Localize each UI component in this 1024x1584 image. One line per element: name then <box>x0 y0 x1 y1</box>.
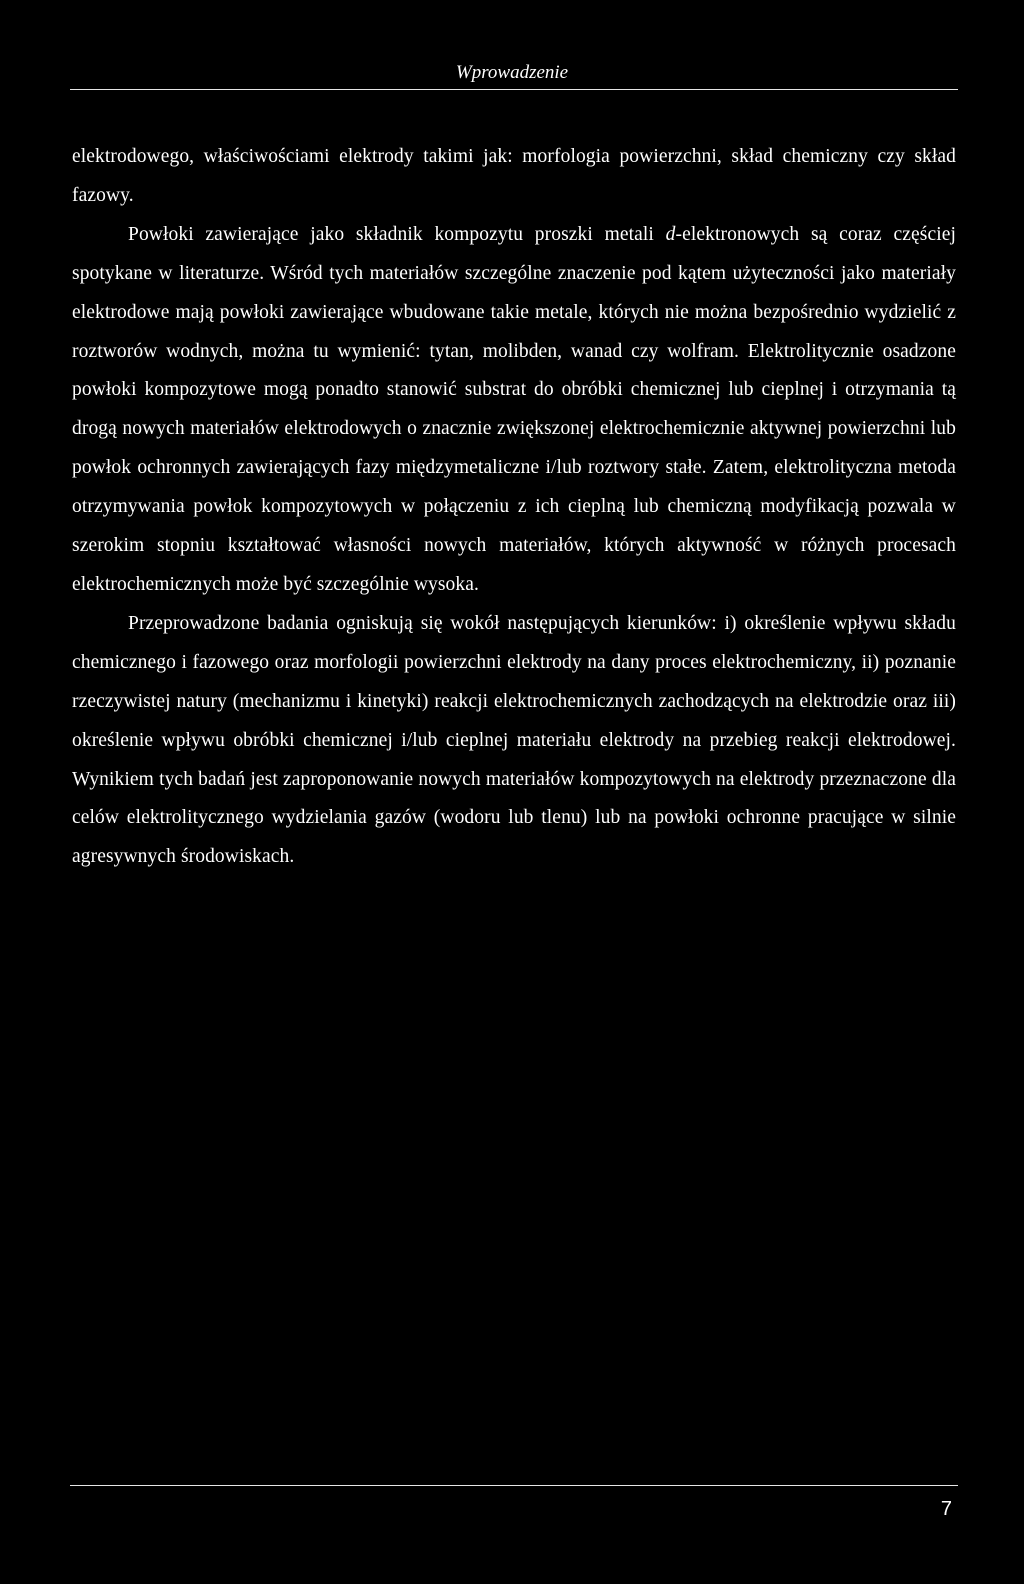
page-number: 7 <box>940 1498 952 1520</box>
paragraph-2-italic-d: d <box>665 223 676 245</box>
paragraph-2 <box>72 216 956 605</box>
paragraph-3: Przeprowadzone badania ogniskują się wokół następujących kierunków: i) określenie wpływu składu chemicznego i fazowego oraz morfologii powierzchni elektrody na dany proces elektrochemiczny, ii) poznanie rzeczywistej natury (mechanizmu i kinetyki) reakcji elektrochemicznych zachodzących na elektrodzie oraz iii) określenie wpływu obróbki chemicznej i/lub cieplnej materiału elektrody na przebieg reakcji elektrodowej. Wynikiem tych badań jest zaproponowanie nowych materiałów kompozytowych na elektrody przeznaczone dla celów elektrolitycznego wydzielania gazów (wodoru lub tlenu) lub na powłoki ochronne pracujące w silnie agresywnych środowiskach. <box>72 612 956 868</box>
running-header-title: Wprowadzenie <box>455 62 569 83</box>
header-divider <box>70 89 958 90</box>
main-text <box>72 138 956 877</box>
footer-divider <box>70 1485 958 1486</box>
paragraph-2-start: Powłoki zawierające jako składnik kompozytu proszki metali <box>128 223 666 245</box>
paragraph-1: elektrodowego, właściwościami elektrody takimi jak: morfologia powierzchni, skład chemiczny czy skład fazowy. <box>72 146 956 206</box>
paragraph-2-rest: -elektronowych są coraz częściej spotykane w literaturze. Wśród tych materiałów szczególne znaczenie pod kątem użyteczności jako materiały elektrodowe mają powłoki zawierające wbudowane takie metale, których nie można bezpośrednio wydzielić z roztworów wodnych, można tu wymienić: tytan, molibden, wanad czy wolfram. Elektrolitycznie osadzone powłoki kompozytowe mogą ponadto stanowić substrat do obróbki chemicznej lub cieplnej i otrzymania tą drogą nowych materiałów elektrodowych o znacznie zwiększonej elektrochemicznie aktywnej powierzchni lub powłok ochronnych zawierających fazy międzymetaliczne i/lub roztwory stałe. Zatem, elektrolityczna metoda otrzymywania powłok kompozytowych w połączeniu z ich cieplną lub chemiczną modyfikacją pozwala w szerokim stopniu kształtować własności nowych materiałów, których aktywność w różnych procesach elektrochemicznych może być szczególnie wysoka. <box>72 223 956 595</box>
